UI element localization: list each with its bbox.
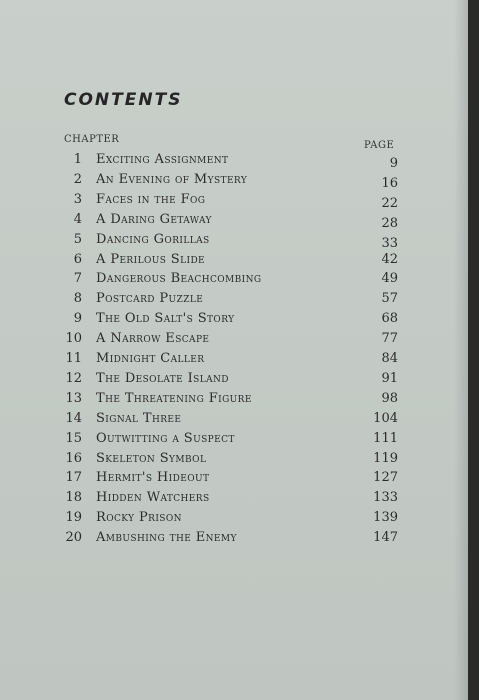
chapter-title: Exciting Assignment	[96, 152, 229, 167]
toc-entry	[0, 391, 468, 411]
chapter-page-number: 84	[381, 351, 398, 366]
chapter-page-number: 33	[381, 235, 398, 251]
toc-entry	[0, 431, 468, 451]
chapter-page-number: 139	[373, 510, 398, 526]
chapter-title: Faces in the Fog	[96, 191, 206, 207]
toc-entry	[0, 192, 468, 212]
toc-entry	[0, 451, 468, 471]
chapter-title: Rocky Prison	[96, 510, 182, 526]
toc-entry	[0, 311, 468, 331]
chapter-page-number: 49	[381, 271, 398, 287]
chapter-page-number: 42	[381, 251, 398, 267]
contents-heading: CONTENTS	[64, 90, 183, 110]
chapter-number: 10	[65, 331, 82, 347]
chapter-title: Midnight Caller	[96, 351, 205, 366]
chapter-title: A Perilous Slide	[96, 251, 206, 267]
chapter-title: Dancing Gorillas	[96, 231, 210, 247]
chapter-number: 1	[73, 152, 82, 167]
chapter-title: Outwitting a Suspect	[96, 430, 235, 446]
chapter-page-number: 57	[381, 291, 398, 307]
chapter-number: 12	[65, 370, 82, 386]
chapter-number: 13	[65, 390, 82, 406]
chapter-title: The Old Salt's Story	[96, 311, 235, 327]
chapter-title: Dangerous Beachcombing	[96, 271, 262, 287]
chapter-title: An Evening of Mystery	[96, 171, 248, 187]
chapter-title: The Desolate Island	[96, 370, 229, 386]
toc-entry	[0, 271, 468, 291]
chapter-page-number: 9	[389, 156, 398, 171]
toc-entry	[0, 232, 468, 252]
chapter-number: 8	[73, 291, 82, 307]
chapter-number: 9	[73, 311, 82, 327]
chapter-number: 18	[65, 490, 82, 506]
chapter-title: Hermit's Hideout	[96, 470, 210, 486]
toc-entry	[0, 291, 468, 311]
chapter-page-number: 98	[381, 390, 398, 406]
chapter-title: A Narrow Escape	[96, 331, 210, 347]
chapter-page-number: 28	[381, 215, 398, 231]
chapter-number: 14	[65, 410, 82, 426]
chapter-title: Ambushing the Enemy	[96, 530, 237, 546]
toc-entry	[0, 351, 468, 371]
chapter-page-number: 127	[373, 470, 398, 486]
chapter-page-number: 68	[381, 311, 398, 327]
toc-entry	[0, 212, 468, 232]
page-column-label: PAGE	[364, 140, 395, 151]
chapter-page-number: 133	[373, 490, 398, 506]
chapter-number: 20	[65, 530, 82, 546]
chapter-title: A Daring Getaway	[96, 211, 212, 227]
chapter-page-number: 22	[381, 195, 398, 211]
chapter-number: 17	[65, 470, 82, 486]
chapter-title: Postcard Puzzle	[96, 291, 204, 307]
toc-entry	[0, 510, 468, 530]
chapter-number: 19	[65, 510, 82, 526]
chapter-number: 7	[73, 271, 82, 287]
toc-entry	[0, 152, 468, 172]
toc-entry	[0, 530, 468, 550]
chapter-page-number: 111	[373, 430, 398, 446]
chapter-title: The Threatening Figure	[96, 390, 252, 406]
chapter-title: Signal Three	[96, 410, 182, 426]
chapter-number: 15	[65, 430, 82, 446]
toc-entry	[0, 411, 468, 431]
chapter-page-number: 147	[373, 530, 398, 546]
chapter-column-label: CHAPTER	[64, 134, 120, 145]
chapter-number: 3	[73, 191, 82, 207]
chapter-page-number: 77	[381, 331, 398, 347]
chapter-number: 4	[73, 211, 82, 227]
chapter-number: 11	[65, 351, 82, 366]
toc-entry	[0, 371, 468, 391]
chapter-page-number: 104	[373, 410, 398, 426]
chapter-page-number: 91	[381, 370, 398, 386]
toc-entry	[0, 172, 468, 192]
chapter-number: 6	[73, 251, 82, 267]
chapter-page-number: 16	[381, 175, 398, 191]
toc-entry	[0, 331, 468, 351]
chapter-number: 16	[65, 450, 82, 466]
toc-entry	[0, 490, 468, 510]
chapter-number: 5	[73, 231, 82, 247]
chapter-page-number: 119	[373, 450, 398, 466]
chapter-title: Skeleton Symbol	[96, 450, 207, 466]
chapter-number: 2	[73, 171, 82, 187]
chapter-title: Hidden Watchers	[96, 490, 210, 506]
toc-entry	[0, 470, 468, 490]
toc-entry	[0, 252, 468, 272]
